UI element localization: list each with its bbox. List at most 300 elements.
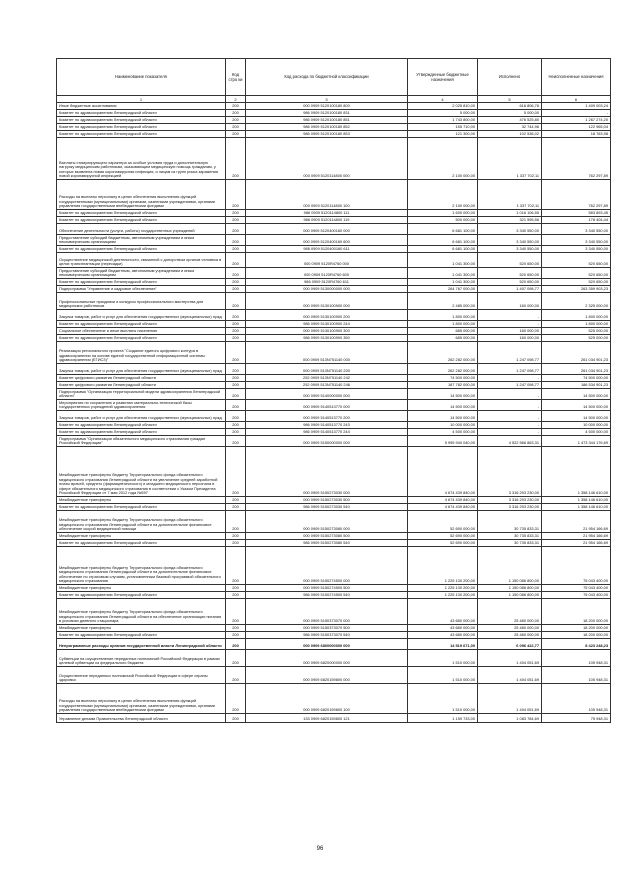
cell-approved: 500 000,00 xyxy=(408,217,478,224)
cell-approved: 155 710,00 xyxy=(408,124,478,131)
cell-executed: - xyxy=(478,422,542,429)
cell-line-code: 200 xyxy=(226,246,246,253)
cell-executed: 1 083 784,69 xyxy=(478,714,542,723)
cell-indicator-name: Комитет по здравоохранению Ленинградской области xyxy=(57,321,226,328)
table-row xyxy=(57,625,611,632)
cell-line-code: 200 xyxy=(226,504,246,511)
cell-classification-code: 000 0909 6800000000 000 xyxy=(246,639,408,650)
cell-line-code: 200 xyxy=(226,497,246,504)
cell-classification-code: 986 0909 5140513770 243 xyxy=(246,422,408,429)
cell-executed: 1 247 098,77 xyxy=(478,364,542,375)
cell-classification-code: 000 0909 5140513770 200 xyxy=(246,411,408,422)
cell-classification-code: 000 0909 5130100900 200 xyxy=(246,310,408,321)
table-row xyxy=(57,246,611,253)
cell-unexecuted: 75 948,31 xyxy=(542,714,611,723)
cell-classification-code: 000 0909 6820159800 100 xyxy=(246,684,408,714)
cell-indicator-name: Комитет по здравоохранению Ленинградской области xyxy=(57,124,226,131)
cell-indicator-name: Комитет цифрового развития Ленинградской области xyxy=(57,382,226,389)
cell-unexecuted: 21 954 166,69 xyxy=(542,511,611,533)
cell-classification-code: 000 0909 5120R4760 000 xyxy=(246,253,408,268)
cell-approved: 74 500 000,00 xyxy=(408,375,478,382)
cell-line-code: 200 xyxy=(226,540,246,547)
cell-indicator-name: Комитет по здравоохранению Ленинградской области xyxy=(57,429,226,436)
cell-indicator-name: Межбюджетные трансферты xyxy=(57,533,226,540)
cell-unexecuted: 75 043 400,00 xyxy=(542,547,611,585)
cell-executed: 30 735 833,31 xyxy=(478,540,542,547)
cell-classification-code: 000 0909 6820159800 000 xyxy=(246,667,408,684)
cell-approved: 43 680 000,00 xyxy=(408,632,478,639)
table-row xyxy=(57,138,611,180)
cell-approved: 6 681 100,00 xyxy=(408,246,478,253)
cell-indicator-name: Комитет по здравоохранению Ленинградской области xyxy=(57,335,226,342)
cell-line-code: 200 xyxy=(226,180,246,210)
cell-classification-code: 252 0909 513N751140 246 xyxy=(246,382,408,389)
cell-indicator-name: Комитет по здравоохранению Ленинградской области xyxy=(57,110,226,117)
cell-line-code: 200 xyxy=(226,650,246,667)
cell-approved: 1 225 130 200,00 xyxy=(408,547,478,585)
cell-unexecuted: 1 358 146 610,00 xyxy=(542,504,611,511)
cell-line-code: 200 xyxy=(226,684,246,714)
cell-classification-code: 000 0909 5150274500 500 xyxy=(246,585,408,592)
cell-classification-code: 986 0909 5120114800 119 xyxy=(246,217,408,224)
cell-executed: 1 016 106,55 xyxy=(478,210,542,217)
cell-line-code: 200 xyxy=(226,592,246,599)
cell-approved: 262 282 000,00 xyxy=(408,342,478,364)
cell-classification-code: 000 0909 5120100180 800 xyxy=(246,103,408,110)
cell-unexecuted: 525 000,00 xyxy=(542,335,611,342)
cell-approved: 4 500 000,00 xyxy=(408,429,478,436)
table-row xyxy=(57,714,611,723)
cell-executed: 1 404 051,69 xyxy=(478,684,542,714)
cell-unexecuted: 14 500 000,00 xyxy=(542,389,611,400)
cell-approved: 1 225 130 200,00 xyxy=(408,592,478,599)
cell-line-code: 200 xyxy=(226,342,246,364)
cell-indicator-name: Межбюджетные трансферты xyxy=(57,585,226,592)
cell-executed: 25 480 000,00 xyxy=(478,632,542,639)
cell-unexecuted: 520 650,00 xyxy=(542,253,611,268)
cell-approved: 14 500 000,00 xyxy=(408,389,478,400)
table-row xyxy=(57,131,611,138)
table-row xyxy=(57,268,611,279)
cell-executed: 1 337 702,11 xyxy=(478,138,542,180)
cell-approved: 6 681 100,00 xyxy=(408,224,478,235)
cell-executed: - xyxy=(478,389,542,400)
cell-line-code: 200 xyxy=(226,124,246,131)
cell-unexecuted: 21 954 166,69 xyxy=(542,540,611,547)
cell-indicator-name: Закупка товаров, работ и услуг для обеспечения государственных (муниципальных) нужд xyxy=(57,364,226,375)
cell-indicator-name: Подпрограмма "Управление и кадровое обеспечение" xyxy=(57,286,226,293)
cell-unexecuted: 14 500 000,00 xyxy=(542,411,611,422)
cell-executed: 25 480 000,00 xyxy=(478,625,542,632)
cell-approved: 1 225 130 200,00 xyxy=(408,585,478,592)
table-row xyxy=(57,293,611,310)
cell-line-code: 200 xyxy=(226,286,246,293)
cell-approved: 262 282 000,00 xyxy=(408,364,478,375)
cell-indicator-name: Комитет по здравоохранению Ленинградской области xyxy=(57,117,226,124)
cell-classification-code: 000 0909 513N751140 000 xyxy=(246,342,408,364)
table-row xyxy=(57,540,611,547)
cell-indicator-name: Межбюджетные трансферты бюджету Территориального фонда обязательного медицинского страхования Ленинградской области на обеспечение организации питания в условиях дневного стационара xyxy=(57,599,226,625)
cell-indicator-name: Комитет по здравоохранению Ленинградской области xyxy=(57,217,226,224)
cell-line-code: 200 xyxy=(226,411,246,422)
cell-classification-code: 000 0909 5140000000 000 xyxy=(246,389,408,400)
cell-executed: 3 340 550,00 xyxy=(478,246,542,253)
header-indicator-name: Наименование показателя xyxy=(57,59,226,96)
cell-classification-code: 986 0909 5150274500 540 xyxy=(246,592,408,599)
cell-line-code: 200 xyxy=(226,253,246,268)
cell-indicator-name: Предоставление субсидий бюджетным, автономным учреждениям и иным некоммерческим организациям xyxy=(57,235,226,246)
cell-unexecuted: 8 423 248,23 xyxy=(542,639,611,650)
cell-executed: 520 650,00 xyxy=(478,268,542,279)
cell-approved: 52 690 000,00 xyxy=(408,533,478,540)
cell-executed: 1 247 098,77 xyxy=(478,342,542,364)
cell-classification-code: 000 0909 5120114800 000 xyxy=(246,138,408,180)
table-row xyxy=(57,342,611,364)
cell-approved: 121 300,00 xyxy=(408,131,478,138)
cell-classification-code: 133 0909 6820159800 121 xyxy=(246,714,408,723)
cell-line-code: 200 xyxy=(226,585,246,592)
cell-indicator-name: Социальное обеспечение и иные выплаты населению xyxy=(57,328,226,335)
cell-approved: 2 100 000,00 xyxy=(408,180,478,210)
cell-classification-code: 000 0909 5120R4760 600 xyxy=(246,268,408,279)
cell-executed: 476 525,80 xyxy=(478,117,542,124)
header-line-code: Код стро ки xyxy=(226,59,246,96)
table-row xyxy=(57,422,611,429)
cell-line-code: 200 xyxy=(226,117,246,124)
cell-classification-code: 000 0909 6820000000 000 xyxy=(246,650,408,667)
cell-executed: 1 404 051,69 xyxy=(478,667,542,684)
cell-indicator-name: Подпрограмма "Организация территориальной модели здравоохранения Ленинградской области" xyxy=(57,389,226,400)
cell-approved: 1 041 300,00 xyxy=(408,279,478,286)
cell-line-code: 200 xyxy=(226,667,246,684)
table-row xyxy=(57,429,611,436)
cell-indicator-name: Закупка товаров, работ и услуг для обеспечения государственных (муниципальных) нужд xyxy=(57,411,226,422)
cell-line-code: 200 xyxy=(226,429,246,436)
table-row xyxy=(57,585,611,592)
cell-approved: 2 025 810,00 xyxy=(408,103,478,110)
cell-line-code: 200 xyxy=(226,335,246,342)
cell-line-code: 200 xyxy=(226,436,246,447)
cell-unexecuted: 1 358 146 610,00 xyxy=(542,447,611,497)
cell-approved: 14 500 000,00 xyxy=(408,400,478,411)
cell-indicator-name: Комитет по здравоохранению Ленинградской области xyxy=(57,632,226,639)
cell-classification-code: 986 0909 5150273030 540 xyxy=(246,504,408,511)
cell-executed: 160 000,00 xyxy=(478,293,542,310)
table-row xyxy=(57,547,611,585)
cell-unexecuted: 18 200 000,00 xyxy=(542,625,611,632)
cell-approved: 685 000,00 xyxy=(408,328,478,335)
cell-approved: 1 041 300,00 xyxy=(408,253,478,268)
cell-approved: 14 500 000,00 xyxy=(408,411,478,422)
cell-line-code: 200 xyxy=(226,321,246,328)
cell-classification-code: 000 0909 513N751140 200 xyxy=(246,364,408,375)
cell-executed: 1 404 051,69 xyxy=(478,650,542,667)
cell-approved: 187 782 000,00 xyxy=(408,382,478,389)
cell-approved: 2 100 000,00 xyxy=(408,138,478,180)
table-row xyxy=(57,310,611,321)
cell-executed: - xyxy=(478,411,542,422)
cell-line-code: 200 xyxy=(226,138,246,180)
cell-executed: - xyxy=(478,400,542,411)
cell-approved: 1 743 800,00 xyxy=(408,117,478,124)
cell-approved: 1 800 000,00 xyxy=(408,310,478,321)
cell-unexecuted: 1 800 000,00 xyxy=(542,310,611,321)
cell-unexecuted: 1 800 000,00 xyxy=(542,321,611,328)
table-row xyxy=(57,511,611,533)
cell-unexecuted: 10 000 000,00 xyxy=(542,422,611,429)
table-row xyxy=(57,321,611,328)
table-row xyxy=(57,103,611,110)
cell-indicator-name: Комитет по здравоохранению Ленинградской области xyxy=(57,210,226,217)
table-row xyxy=(57,279,611,286)
cell-classification-code: 986 0909 5130100900 244 xyxy=(246,321,408,328)
table-row xyxy=(57,436,611,447)
cell-unexecuted: 263 359 903,23 xyxy=(542,286,611,293)
cell-unexecuted: 2 325 000,00 xyxy=(542,293,611,310)
cell-unexecuted: 3 340 550,00 xyxy=(542,246,611,253)
cell-unexecuted: 3 340 550,00 xyxy=(542,235,611,246)
cell-classification-code: 986 0909 5120100180 851 xyxy=(246,117,408,124)
budget-report-sheet xyxy=(56,58,610,723)
cell-line-code: 200 xyxy=(226,632,246,639)
cell-indicator-name: Межбюджетные трансферты xyxy=(57,625,226,632)
cell-indicator-name: Осуществление медицинской деятельности, связанной с донорством органов человека в целях трансплантации (пересадки) xyxy=(57,253,226,268)
table-row xyxy=(57,632,611,639)
cell-classification-code: 000 0909 5130100900 300 xyxy=(246,328,408,335)
cell-executed: 102 536,02 xyxy=(478,131,542,138)
cell-classification-code: 986 0909 5120400160 611 xyxy=(246,246,408,253)
cell-line-code: 200 xyxy=(226,533,246,540)
cell-indicator-name: Межбюджетные трансферты бюджету Территориального фонда обязательного медицинского страхования Ленинградской области на увеличение средней заработной платы врачей, среднего (фармацевтического) и младшего медицинского персонала в сфере обязательного медицинского страхования в соответствии с Указом Президента Российской Федерации от 7 мая 2012 года №597 xyxy=(57,447,226,497)
cell-indicator-name: Реализация регионального проекта "Создание единого цифрового контура в здравоохранении на основе единой государственной информационной системы здравоохранения (ЕГИСЗ)" xyxy=(57,342,226,364)
cell-classification-code: 986 0909 5120100180 852 xyxy=(246,124,408,131)
cell-classification-code: 000 0909 5150000000 000 xyxy=(246,436,408,447)
budget-execution-table xyxy=(56,58,611,723)
cell-line-code: 200 xyxy=(226,599,246,625)
cell-line-code: 200 xyxy=(226,210,246,217)
cell-executed: 32 744,96 xyxy=(478,124,542,131)
column-number-row xyxy=(57,96,611,103)
cell-executed: 3 316 293 230,00 xyxy=(478,447,542,497)
table-body xyxy=(57,103,611,723)
cell-classification-code: 986 0909 5120100180 831 xyxy=(246,110,408,117)
cell-executed: 3 340 550,00 xyxy=(478,235,542,246)
cell-unexecuted: 1 409 003,24 xyxy=(542,103,611,110)
cell-indicator-name: Межбюджетные трансферты бюджету Территориального фонда обязательного медицинского страхования Ленинградской области на дополнительное финансовое обеспечение скорой медицинской помощи xyxy=(57,511,226,533)
cell-approved: 1 510 000,00 xyxy=(408,684,478,714)
cell-classification-code: 000 0909 5130100900 000 xyxy=(246,293,408,310)
cell-classification-code: 000 0909 5120400160 000 xyxy=(246,224,408,235)
cell-indicator-name: Комитет по здравоохранению Ленинградской области xyxy=(57,279,226,286)
cell-unexecuted: 261 034 901,23 xyxy=(542,364,611,375)
cell-line-code: 200 xyxy=(226,375,246,382)
table-row xyxy=(57,599,611,625)
cell-unexecuted: 74 500 000,00 xyxy=(542,375,611,382)
cell-approved: 43 680 000,00 xyxy=(408,625,478,632)
cell-indicator-name: Комитет по здравоохранению Ленинградской области xyxy=(57,422,226,429)
cell-approved: 1 510 000,00 xyxy=(408,667,478,684)
cell-classification-code: 000 0909 5120400160 600 xyxy=(246,235,408,246)
cell-indicator-name: Иные бюджетные ассигнования xyxy=(57,103,226,110)
cell-indicator-name: Расходы на выплаты персоналу в целях обеспечения выполнения функций государственными (муниципальными) органами, казенными учреждениями, органами управления государственными внебюджетными фондами xyxy=(57,180,226,210)
cell-approved: 14 519 671,00 xyxy=(408,639,478,650)
table-row xyxy=(57,210,611,217)
header-unexecuted: Неисполненные назначения xyxy=(542,59,611,96)
cell-approved: 43 680 000,00 xyxy=(408,599,478,625)
cell-executed: 160 000,00 xyxy=(478,328,542,335)
table-row xyxy=(57,364,611,375)
cell-line-code: 200 xyxy=(226,110,246,117)
cell-executed: 1 337 702,11 xyxy=(478,180,542,210)
cell-unexecuted: 75 043 400,00 xyxy=(542,585,611,592)
table-row xyxy=(57,533,611,540)
column-number: 4 xyxy=(408,96,478,103)
table-row xyxy=(57,667,611,684)
table-row xyxy=(57,639,611,650)
cell-line-code: 200 xyxy=(226,511,246,533)
cell-executed: 616 806,76 xyxy=(478,103,542,110)
cell-line-code: 200 xyxy=(226,547,246,585)
cell-unexecuted: 18 200 000,00 xyxy=(542,632,611,639)
cell-unexecuted: 18 200 000,00 xyxy=(542,599,611,625)
cell-classification-code: 000 0909 5120114800 100 xyxy=(246,180,408,210)
cell-executed: 520 650,00 xyxy=(478,253,542,268)
cell-unexecuted: - xyxy=(542,110,611,117)
table-row xyxy=(57,592,611,599)
cell-indicator-name: Выплаты стимулирующего характера за особые условия труда и дополнительную нагрузку медицинским работникам, оказывающим медицинскую помощь гражданам, у которых выявлена новая коронавирусная инфекция, и лицам из групп риска заражения новой коронавирусной инфекцией xyxy=(57,138,226,180)
cell-approved: 685 000,00 xyxy=(408,335,478,342)
page-number: 96 xyxy=(316,846,324,852)
cell-line-code: 200 xyxy=(226,268,246,279)
cell-classification-code: 986 0909 5120114800 111 xyxy=(246,210,408,217)
cell-executed: 30 735 833,31 xyxy=(478,511,542,533)
cell-classification-code: 000 0909 5150273030 500 xyxy=(246,497,408,504)
cell-line-code: 200 xyxy=(226,364,246,375)
cell-unexecuted: 105 948,31 xyxy=(542,684,611,714)
cell-approved: 10 000 000,00 xyxy=(408,422,478,429)
cell-line-code: 200 xyxy=(226,224,246,235)
cell-unexecuted: 520 650,00 xyxy=(542,268,611,279)
cell-line-code: 200 xyxy=(226,382,246,389)
table-row xyxy=(57,389,611,400)
cell-indicator-name: Обеспечение деятельности (услуги, работы) государственных учреждений xyxy=(57,224,226,235)
cell-approved: 6 681 100,00 xyxy=(408,235,478,246)
cell-line-code: 200 xyxy=(226,422,246,429)
cell-classification-code: 986 0909 5120R4760 611 xyxy=(246,279,408,286)
cell-approved: 1 800 000,00 xyxy=(408,321,478,328)
cell-indicator-name: Комитет по здравоохранению Ленинградской области xyxy=(57,131,226,138)
cell-unexecuted: 122 965,04 xyxy=(542,124,611,131)
cell-indicator-name: Субвенции на осуществление переданных полномочий Российской Федерации в рамках целевой субвенции из федерального бюджета xyxy=(57,650,226,667)
column-number: 1 xyxy=(57,96,226,103)
cell-executed: 25 480 000,00 xyxy=(478,599,542,625)
cell-approved: 5 995 940 040,00 xyxy=(408,436,478,447)
cell-unexecuted: 583 893,45 xyxy=(542,210,611,217)
header-classification-code: Код расхода по бюджетной классификации xyxy=(246,59,408,96)
table-row xyxy=(57,110,611,117)
table-row xyxy=(57,235,611,246)
cell-approved: 264 767 000,00 xyxy=(408,286,478,293)
cell-approved: 4 674 439 840,00 xyxy=(408,497,478,504)
cell-approved: 4 674 439 840,00 xyxy=(408,504,478,511)
cell-executed: 4 522 566 863,31 xyxy=(478,436,542,447)
table-row xyxy=(57,217,611,224)
cell-indicator-name: Межбюджетные трансферты бюджету Территориального фонда обязательного медицинского страхования Ленинградской области на дополнительное финансовое обеспечение по страховым случаям, установленным базовой программой обязательного медицинского страхования xyxy=(57,547,226,585)
cell-executed: 3 316 293 230,00 xyxy=(478,497,542,504)
table-row xyxy=(57,382,611,389)
cell-unexecuted: 520 650,00 xyxy=(542,279,611,286)
cell-executed: 1 247 098,77 xyxy=(478,382,542,389)
table-row xyxy=(57,375,611,382)
cell-classification-code: 252 0909 513N751140 242 xyxy=(246,375,408,382)
cell-indicator-name: Комитет по здравоохранению Ленинградской области xyxy=(57,246,226,253)
cell-indicator-name: Мероприятия по сохранению и развитию материально-технической базы государственных учреждений здравоохранения xyxy=(57,400,226,411)
cell-executed: 1 407 098,77 xyxy=(478,286,542,293)
cell-classification-code: 000 0909 5150373070 500 xyxy=(246,625,408,632)
cell-indicator-name: Межбюджетные трансферты xyxy=(57,497,226,504)
cell-line-code: 200 xyxy=(226,217,246,224)
cell-executed: 6 096 422,77 xyxy=(478,639,542,650)
table-row xyxy=(57,504,611,511)
cell-line-code: 200 xyxy=(226,389,246,400)
cell-executed: 520 650,00 xyxy=(478,279,542,286)
column-number: 2 xyxy=(226,96,246,103)
cell-approved: 2 485 000,00 xyxy=(408,293,478,310)
table-row xyxy=(57,497,611,504)
cell-unexecuted: 1 358 146 610,00 xyxy=(542,497,611,504)
cell-unexecuted: 3 340 550,00 xyxy=(542,224,611,235)
cell-line-code: 200 xyxy=(226,639,246,650)
cell-executed: 3 316 293 230,00 xyxy=(478,504,542,511)
cell-executed: 1 150 086 800,00 xyxy=(478,547,542,585)
cell-indicator-name: Предоставление субсидий бюджетным, автономным учреждениям и иным некоммерческим организациям xyxy=(57,268,226,279)
cell-unexecuted: 762 297,89 xyxy=(542,180,611,210)
table-row xyxy=(57,253,611,268)
cell-classification-code: 000 0909 5150273080 000 xyxy=(246,511,408,533)
cell-unexecuted: 762 297,89 xyxy=(542,138,611,180)
table-row xyxy=(57,400,611,411)
cell-classification-code: 986 0909 5130100900 350 xyxy=(246,335,408,342)
cell-indicator-name: Комитет по здравоохранению Ленинградской области xyxy=(57,504,226,511)
cell-line-code: 200 xyxy=(226,131,246,138)
cell-line-code: 200 xyxy=(226,279,246,286)
table-row xyxy=(57,650,611,667)
cell-approved: 1 159 733,00 xyxy=(408,714,478,723)
table-row xyxy=(57,180,611,210)
cell-indicator-name: Комитет цифрового развития Ленинградской области xyxy=(57,375,226,382)
cell-approved: 5 000,00 xyxy=(408,110,478,117)
cell-indicator-name: Управление делами Правительства Ленинградской области xyxy=(57,714,226,723)
cell-classification-code: 986 0909 5150373070 540 xyxy=(246,632,408,639)
cell-executed: 1 150 086 800,00 xyxy=(478,585,542,592)
cell-indicator-name: Непрограммные расходы органов государственной власти Ленинградской области xyxy=(57,639,226,650)
cell-unexecuted: 105 948,31 xyxy=(542,667,611,684)
header-approved: Утвержденные бюджетные назначения xyxy=(408,59,478,96)
cell-unexecuted: 75 043 400,00 xyxy=(542,592,611,599)
cell-unexecuted: 1 473 344 176,69 xyxy=(542,436,611,447)
cell-approved: 4 674 439 840,00 xyxy=(408,447,478,497)
cell-indicator-name: Закупка товаров, работ и услуг для обеспечения государственных (муниципальных) нужд xyxy=(57,310,226,321)
cell-unexecuted: 4 500 000,00 xyxy=(542,429,611,436)
cell-line-code: 200 xyxy=(226,293,246,310)
cell-unexecuted: 178 404,44 xyxy=(542,217,611,224)
cell-executed: 160 000,00 xyxy=(478,335,542,342)
cell-unexecuted: 18 763,98 xyxy=(542,131,611,138)
column-number: 6 xyxy=(542,96,611,103)
table-row xyxy=(57,335,611,342)
cell-line-code: 200 xyxy=(226,400,246,411)
cell-classification-code: 000 0909 5130000000 000 xyxy=(246,286,408,293)
